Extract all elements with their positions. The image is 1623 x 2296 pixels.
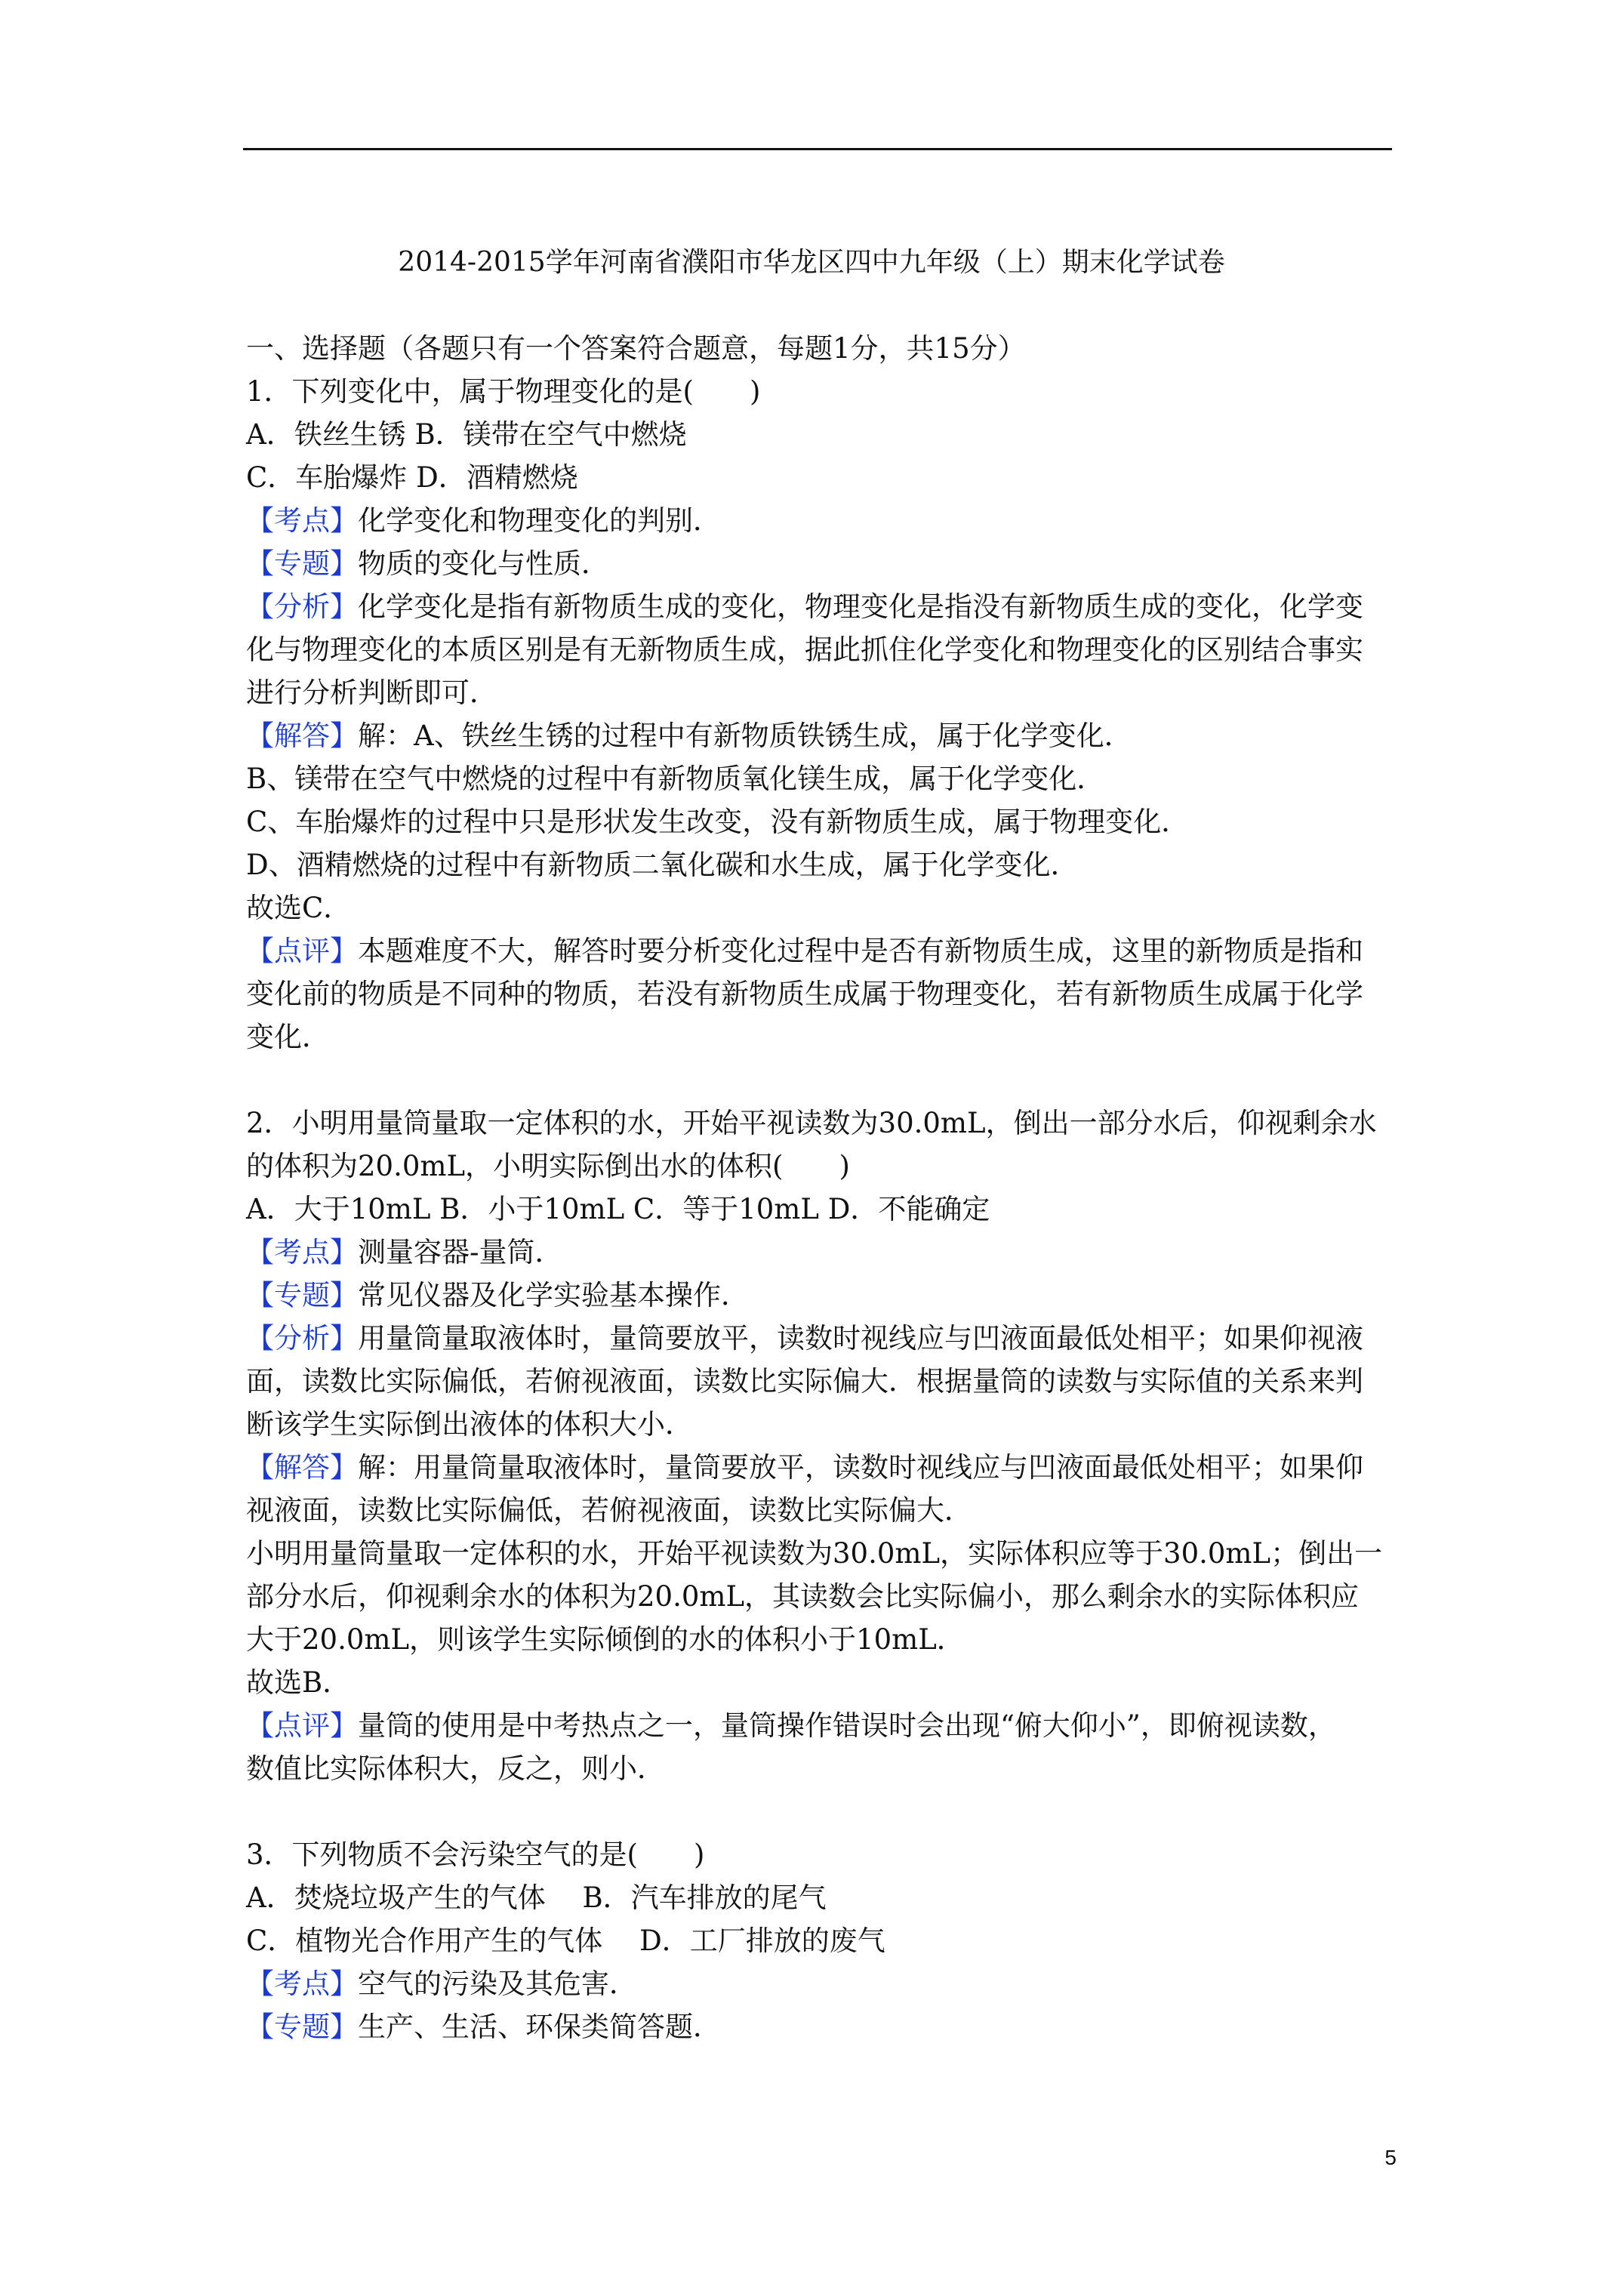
q1-zhuanti: [246, 542, 1392, 585]
jieda-tag: 【解答】: [246, 720, 358, 752]
q2-kaodian-text: 测量容器-量筒．: [358, 1236, 563, 1268]
q1-dianping-line: 变化．: [246, 1021, 330, 1053]
q1-jieda-line: B、镁带在空气中燃烧的过程中有新物质氧化镁生成，属于化学变化．: [246, 763, 1105, 795]
q2-option-line: A．大于10mL B．小于10mL C．等于10mL D．不能确定: [246, 1193, 990, 1225]
jieda-tag: 【解答】: [246, 1451, 358, 1484]
q1-kaodian-text: 化学变化和物理变化的判别．: [358, 504, 721, 537]
fenxi-tag: 【分析】: [246, 1322, 358, 1354]
q1-dianping-text: 本题难度不大，解答时要分析变化过程中是否有新物质生成，这里的新物质是指和: [358, 935, 1363, 967]
question-gap: [246, 1059, 1392, 1102]
q2-jieda-line: 小明用量筒量取一定体积的水，开始平视读数为30.0mL，实际体积应等于30.0mL；倒出一: [246, 1537, 1383, 1570]
q1-jieda-line: C、车胎爆炸的过程中只是形状发生改变，没有新物质生成，属于物理变化．: [246, 806, 1190, 838]
q2-fenxi-line: 面，读数比实际偏低，若俯视液面，读数比实际偏大．根据量筒的读数与实际值的关系来判: [246, 1365, 1363, 1398]
q3-kaodian-text: 空气的污染及其危害．: [358, 1968, 637, 2000]
q2-zhuanti: [246, 1274, 1392, 1317]
q1-jieda-text: 解：A、铁丝生锈的过程中有新物质铁锈生成，属于化学变化．: [358, 720, 1132, 752]
q3-stem: 3．下列物质不会污染空气的是( ): [246, 1838, 705, 1871]
section-heading: 一、选择题（各题只有一个答案符合题意，每题1分，共15分）: [246, 332, 1026, 365]
q2-fenxi-line: 断该学生实际倒出液体的体积大小．: [246, 1408, 693, 1441]
exam-title: 2014-2015学年河南省濮阳市华龙区四中九年级（上）期末化学试卷: [398, 247, 1225, 278]
q1-stem: 1．下列变化中，属于物理变化的是( ): [246, 375, 761, 408]
q2-jieda-line: 视液面，读数比实际偏低，若俯视液面，读数比实际偏大．: [246, 1494, 972, 1527]
zhuanti-tag: 【专题】: [246, 547, 358, 580]
zhuanti-tag: 【专题】: [246, 1279, 358, 1311]
fenxi-tag: 【分析】: [246, 590, 358, 623]
q2-jieda: [246, 1446, 1392, 1489]
page-number: 5: [1384, 2146, 1397, 2169]
q1-jieda: [246, 714, 1392, 757]
q3-kaodian: [246, 1962, 1392, 2005]
q1-jieda-line: D、酒精燃烧的过程中有新物质二氧化碳和水生成，属于化学变化．: [246, 849, 1079, 881]
kaodian-tag: 【考点】: [246, 504, 358, 537]
q2-zhuanti-text: 常见仪器及化学实验基本操作．: [358, 1279, 749, 1311]
kaodian-tag: 【考点】: [246, 1236, 358, 1268]
q2-jieda-line: 部分水后，仰视剩余水的体积为20.0mL，其读数会比实际偏小，那么剩余水的实际体积应: [246, 1580, 1360, 1613]
q2-fenxi-text: 用量筒量取液体时，量筒要放平，读数时视线应与凹液面最低处相平；如果仰视液: [358, 1322, 1363, 1354]
q1-kaodian: [246, 499, 1392, 542]
q2-stem-line: 的体积为20.0mL，小明实际倒出水的体积( ): [246, 1150, 850, 1182]
q1-option-line: A．铁丝生锈 B．镁带在空气中燃烧: [246, 418, 687, 451]
q3-zhuanti-text: 生产、生活、环保类简答题．: [358, 2011, 721, 2043]
q1-fenxi: [246, 585, 1392, 628]
q2-jieda-line: 故选B．: [246, 1666, 351, 1699]
header-rule: [243, 148, 1392, 150]
q3-option-line: A．焚烧垃圾产生的气体 B．汽车排放的尾气: [246, 1881, 827, 1914]
dianping-tag: 【点评】: [246, 935, 358, 967]
q1-zhuanti-text: 物质的变化与性质．: [358, 547, 609, 580]
q3-zhuanti: [246, 2005, 1392, 2048]
q2-dianping-text: 量筒的使用是中考热点之一，量筒操作错误时会出现“俯大仰小”，即俯视读数，: [358, 1709, 1336, 1742]
q1-jieda-line: 故选C．: [246, 892, 352, 924]
kaodian-tag: 【考点】: [246, 1968, 358, 2000]
q2-kaodian: [246, 1231, 1392, 1274]
q1-dianping: [246, 929, 1392, 972]
question-gap: [246, 1790, 1392, 1833]
q3-option-line: C．植物光合作用产生的气体 D．工厂排放的废气: [246, 1925, 885, 1957]
q1-dianping-line: 变化前的物质是不同种的物质，若没有新物质生成属于物理变化，若有新物质生成属于化学: [246, 978, 1363, 1010]
q2-fenxi: [246, 1317, 1392, 1360]
q1-fenxi-text: 化学变化是指有新物质生成的变化，物理变化是指没有新物质生成的变化，化学变: [358, 590, 1363, 623]
q1-fenxi-line: 化与物理变化的本质区别是有无新物质生成，据此抓住化学变化和物理变化的区别结合事实: [246, 633, 1363, 666]
exam-body: [246, 327, 1392, 2048]
q2-dianping-line: 数值比实际体积大，反之，则小．: [246, 1752, 665, 1785]
dianping-tag: 【点评】: [246, 1709, 358, 1742]
q2-stem: 2．小明用量筒量取一定体积的水，开始平视读数为30.0mL，倒出一部分水后，仰视剩余水: [246, 1107, 1377, 1139]
q2-jieda-line: 大于20.0mL，则该学生实际倾倒的水的体积小于10mL．: [246, 1623, 965, 1656]
q1-option-line: C．车胎爆炸 D．酒精燃烧: [246, 461, 578, 494]
q2-jieda-text: 解：用量筒量取液体时，量筒要放平，读数时视线应与凹液面最低处相平；如果仰: [358, 1451, 1363, 1484]
zhuanti-tag: 【专题】: [246, 2011, 358, 2043]
q1-fenxi-line: 进行分析判断即可．: [246, 676, 497, 709]
q2-dianping: [246, 1704, 1392, 1747]
